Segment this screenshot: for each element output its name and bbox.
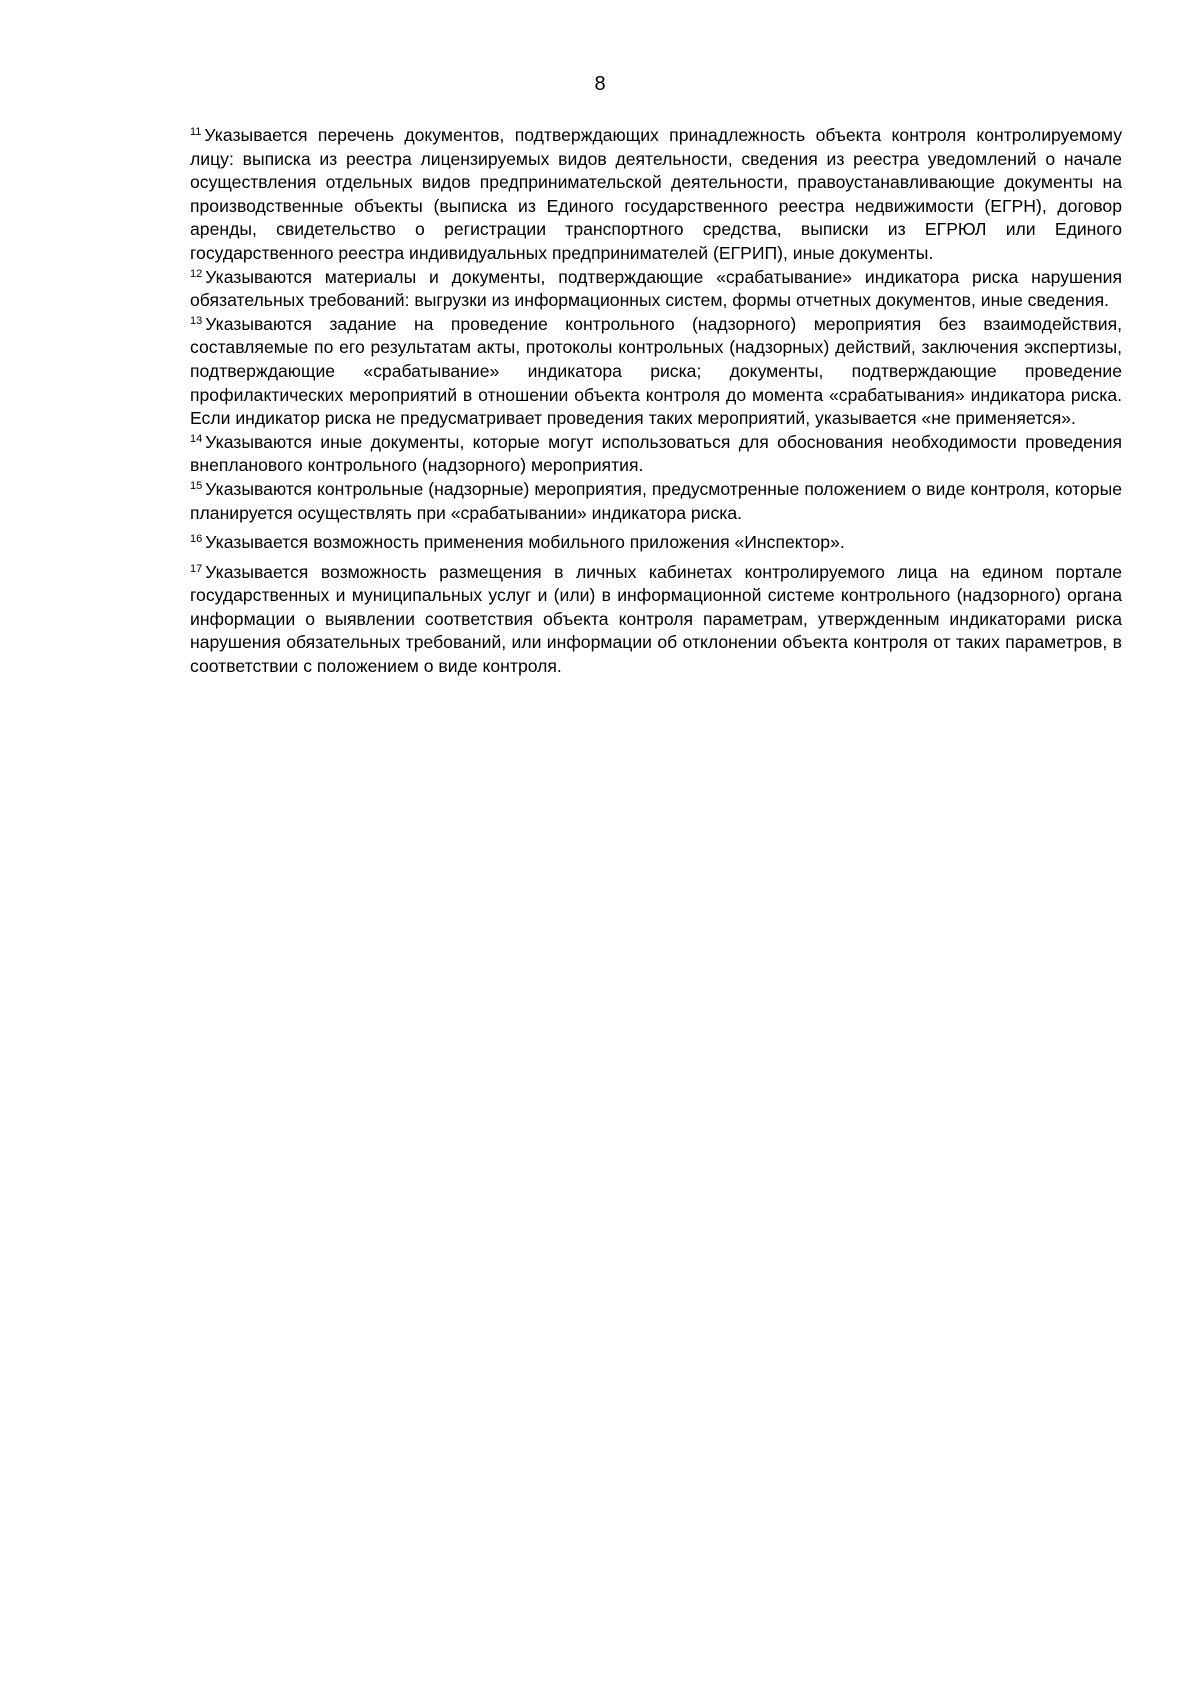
footnote-text: Указывается перечень документов, подтверждающих принадлежность объекта контроля контролируемому лицу: выписка из реестра лицензируемых видов деятельности, сведения из реестра уведомлений о начале осуществления отдельных видов предпринимательской деятельности, правоустанавливающие документы на производственные объекты (выписка из Единого государственного реестра недвижимости (ЕГРН), договор аренды, свидетельство о регистрации транспортного средства, выписки из ЕГРЮЛ или Единого государственного реестра индивидуальных предпринимателей (ЕГРИП), иные документы. (190, 125, 1122, 263)
footnote-17 (190, 561, 1122, 679)
footnote-text: Указывается возможность размещения в личных кабинетах контролируемого лица на едином портале государственных и муниципальных услуг и (или) в информационной системе контрольного (надзорного) органа информации о выявлении соответствия объекта контроля параметрам, утвержденным индикаторами риска нарушения обязательных требований, или информации об отклонении объекта контроля от таких параметров, в соответствии с положением о виде контроля. (190, 561, 1122, 677)
footnote-marker: 14 (190, 432, 203, 445)
footnote-13 (190, 313, 1122, 431)
footnote-marker: 16 (190, 533, 203, 546)
footnote-11 (190, 124, 1122, 266)
footnote-text: Указываются контрольные (надзорные) мероприятия, предусмотренные положением о виде контроля, которые планируется осуществлять при «срабатывании» индикатора риска. (190, 478, 1122, 523)
footnote-marker: 12 (190, 267, 203, 280)
footnote-text: Указываются иные документы, которые могут использоваться для обоснования необходимости проведения внепланового контрольного (надзорного) мероприятия. (190, 431, 1122, 476)
footnote-14 (190, 431, 1122, 478)
footnote-marker: 11 (190, 126, 202, 138)
footnote-12 (190, 266, 1122, 313)
footnote-text: Указываются задание на проведение контрольного (надзорного) мероприятия без взаимодействия, составляемые по его результатам акты, протоколы контрольных (надзорных) действий, заключения экспертизы, подтверждающие «срабатывание» индикатора риска; документы, подтверждающие проведение профилактических мероприятий в отношении объекта контроля до момента «срабатывания» индикатора риска. Если индикатор риска не предусматривает проведения таких мероприятий, указывается «не применяется». (190, 313, 1122, 429)
footnote-15 (190, 478, 1122, 525)
footnote-text: Указываются материалы и документы, подтверждающие «срабатывание» индикатора риска нарушения обязательных требований: выгрузки из информационных систем, формы отчетных документов, иные сведения. (190, 266, 1122, 311)
footnote-16 (190, 531, 1122, 555)
footnote-text: Указывается возможность применения мобильного приложения «Инспектор». (205, 532, 845, 553)
footnote-marker: 13 (190, 314, 203, 327)
page-number: 8 (594, 73, 606, 95)
footnote-marker: 17 (190, 562, 203, 575)
footnotes-section (190, 124, 1122, 679)
footnote-marker: 15 (190, 479, 203, 492)
